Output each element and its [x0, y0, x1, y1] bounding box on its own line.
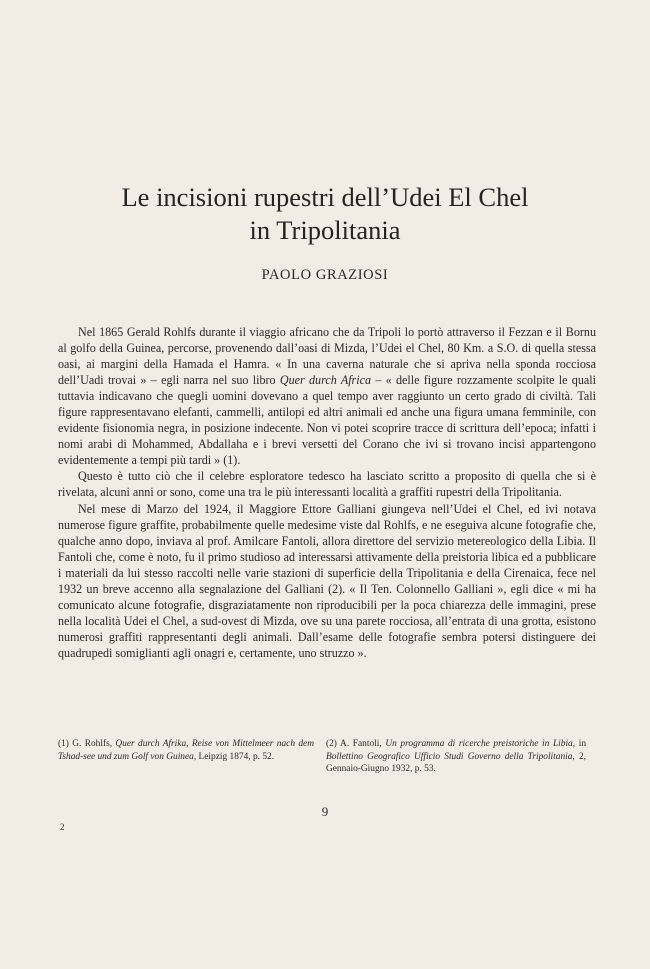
title-line-2: in Tripolitania [249, 215, 401, 245]
signature-mark: 2 [60, 822, 65, 832]
footnote-1-title: Quer durch Afrika, Reise von Mittelmeer nach dem Tshad-see und zum Golf von Guinea, [58, 739, 314, 762]
footnote-2-text-a: (2) A. Fantoli, [326, 739, 386, 749]
footnote-1-text-b: Leipzig 1874, p. 52. [196, 751, 275, 762]
paragraph-1-text-b: – « delle figure rozzamente scolpite le quali tuttavia indicavano che quegli uomini dovevano a quel tempo aver raggiunto un certo grado di civiltà. Tali figure rappresentavano elefanti, cammelli, antilopi ed altri animali ed anche una figura umana femminile, con evidente fisionomia negra, in posizione indecente. Non vi potei scoprire tracce di scrittura dell’epoca; infatti i nomi arabi di Mohammed, Abdallaha e i brevi versetti del Corano che ivi si trovano incisi appartengono evidentemente a tempi più tardi » (1). [58, 373, 596, 468]
footnote-2 [326, 738, 586, 776]
book-title-quer-durch-africa: Quer durch Africa [279, 373, 372, 388]
article-title [40, 181, 610, 247]
footnote-2-title: Un programma di ricerche preistoriche in Libia, [385, 739, 576, 749]
title-line-1: Le incisioni rupestri dell’Udei El Chel [121, 182, 529, 212]
paragraph-1 [58, 324, 596, 468]
page-number: 9 [321, 804, 329, 819]
footnote-2-text-c: 2, Gennaio-Giugno 1932, p. 53. [326, 751, 586, 775]
footnote-1 [58, 738, 314, 763]
paragraph-3: Nel mese di Marzo del 1924, il Maggiore Ettore Galliani giungeva nell’Udei el Chel, ed ivi notava numerose figure graffite, probabilmente quelle medesime viste dal Rohlfs, e ne eseguiva alcune fotografie che, qualche anno dopo, inviava al prof. Amilcare Fantoli, allora direttore del servizio metereologico della Libia. Il Fantoli che, come è noto, fu il primo studioso ad interessarsi attivamente della preistoria libica ed a pubblicare i materiali da lui stesso raccolti nelle varie stazioni di superficie della Tripolitania e della Cirenaica, fece nel 1932 un breve accenno alla segnalazione del Galliani (2). « Il Ten. Colonnello Galliani », egli dice « mi ha comunicato alcune fotografie, disgraziatamente non riproducibili per la poca chiarezza delle immagini, prese nella località Udei el Chel, a sud-ovest di Mizda, ove su una parete rocciosa, all’entrata di una grotta, esistono numerosi graffiti rappresentanti degli animali. Dall’esame delle fotografie sembra potersi distinguere dei quadrupedi somiglianti agli onagri e, certamente, uno struzzo ». [58, 501, 596, 660]
footnote-2-text-b: in [575, 739, 587, 749]
footnote-2-journal: Bollettino Geografico Ufficio Studi Governo della Tripolitania, [326, 751, 575, 762]
author-name: PAOLO GRAZIOSI [261, 267, 389, 283]
article-body [58, 324, 596, 661]
paragraph-1-text-a: Nel 1865 Gerald Rohlfs durante il viaggio africano che da Tripoli lo portò attraverso il Fezzan e il Bornu al golfo della Guinea, percorse, provenendo dall’oasi di Mizda, l’Udei el Chel, 80 Km. a S.O. di quella stessa oasi, ai margini della Hamada el Hamra. « In una caverna naturale che si apriva nella sponda rocciosa dell’Uadi trovai » – egli narra nel suo libro [58, 325, 596, 388]
paragraph-2: Questo è tutto ciò che il celebre esploratore tedesco ha lasciato scritto a proposito di quella che si è rivelata, alcuni anni or sono, come una tra le più interessanti località a graffiti rupestri della Tripolitania. [58, 469, 596, 500]
footnote-1-text-a: (1) G. Rohlfs, [58, 739, 116, 749]
